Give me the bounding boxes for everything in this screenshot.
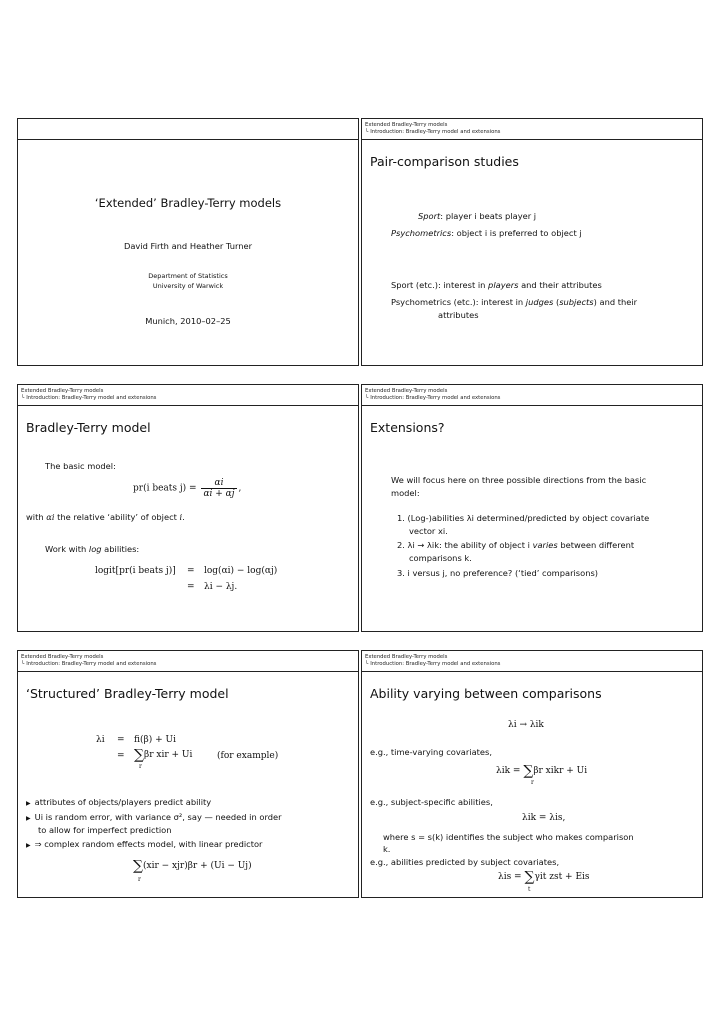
structured-eq-sign2: = <box>117 751 125 761</box>
psychometrics-interest-cont: attributes <box>438 310 479 320</box>
linear-predictor: ∑(xir − xjr)βr + (Ui − Uj) <box>133 858 252 874</box>
department: Department of Statistics <box>148 272 228 280</box>
time-varying-sum-index: r <box>531 779 534 786</box>
alpha-description: with αi the relative ‘ability’ of object i. <box>26 512 185 522</box>
logit-equation-eq1: = <box>187 566 195 576</box>
logit-equation-eq2: = <box>187 582 195 592</box>
linear-predictor-sum-index: r <box>138 876 141 883</box>
extension-item-1-cont: vector xi. <box>409 526 448 536</box>
subject-covariates-eq: λis = ∑γit zst + Eis <box>498 869 590 885</box>
slide-heading: Bradley-Terry model <box>26 420 151 435</box>
intro-line-2: model: <box>391 488 420 498</box>
header-section: └ Introduction: Bradley-Terry model and extensions <box>21 395 156 401</box>
subject-definition-cont: k. <box>383 844 391 854</box>
example-time-varying: e.g., time-varying covariates, <box>370 747 492 757</box>
slide-heading: ‘Structured’ Bradley-Terry model <box>26 686 229 701</box>
example-subject-covariates: e.g., abilities predicted by subject covariates, <box>370 857 560 867</box>
university: University of Warwick <box>152 282 224 290</box>
intro-line-1: We will focus here on three possible directions from the basic <box>391 475 647 485</box>
slide-pair-comparison <box>361 118 703 366</box>
time-varying-eq: λik = ∑βr xikr + Ui <box>496 763 588 779</box>
structured-eq-lhs: λi <box>96 735 105 745</box>
model-equation: pr(i beats j) = $\frac{\alpha i}{\alpha i + \alpha j}$ , <box>133 478 242 499</box>
example-subject-specific: e.g., subject-specific abilities, <box>370 797 493 807</box>
sport-definition: Sport: player i beats player j <box>418 211 537 221</box>
structured-eq-note: (for example) <box>217 751 279 761</box>
slide-extensions <box>361 384 703 632</box>
structured-eq-rhs2: ∑βr xir + Ui <box>134 747 193 763</box>
header-section: └ Introduction: Bradley-Terry model and extensions <box>365 395 500 401</box>
slide-ability-varying <box>361 650 703 898</box>
header-section: └ Introduction: Bradley-Terry model and extensions <box>21 661 156 667</box>
extension-item-2-cont: comparisons k. <box>409 553 472 563</box>
header-title: Extended Bradley-Terry models <box>365 388 448 394</box>
header-title: Extended Bradley-Terry models <box>365 654 448 660</box>
ability-varying-eq: λi → λik <box>508 720 544 730</box>
basic-model-label: The basic model: <box>45 461 116 471</box>
slide-heading: Pair-comparison studies <box>370 154 519 169</box>
logit-equation-rhs1: log(αi) − log(αj) <box>204 566 278 576</box>
slide-structured-bt <box>17 650 359 898</box>
slide-header <box>18 119 358 140</box>
slide-header <box>18 651 358 672</box>
logit-equation-lhs: logit[pr(i beats j)] <box>95 566 176 576</box>
slide-title <box>17 118 359 366</box>
bullet-random-error-cont: to allow for imperfect prediction <box>38 825 172 835</box>
slide-heading: Extensions? <box>370 420 445 435</box>
psychometrics-interest: Psychometrics (etc.): interest in judges (subjects) and their <box>391 297 638 307</box>
bullet-random-effects: ▶ ⇒ complex random effects model, with linear predictor <box>26 839 263 849</box>
header-title: Extended Bradley-Terry models <box>21 388 104 394</box>
logit-equation-rhs2: λi − λj. <box>204 582 238 592</box>
talk-title: ‘Extended’ Bradley-Terry models <box>94 196 282 210</box>
subject-covariates-sum-index: t <box>528 886 531 893</box>
extension-item-3: 3. i versus j, no preference? (‘tied’ comparisons) <box>397 568 599 578</box>
subject-specific-eq: λik = λis, <box>522 813 566 823</box>
subject-definition: where s = s(k) identifies the subject who makes comparison <box>383 832 634 842</box>
structured-eq-sign1: = <box>117 735 125 745</box>
event-date: Munich, 2010–02–25 <box>145 316 231 326</box>
slide-header <box>362 119 702 140</box>
header-section: └ Introduction: Bradley-Terry model and extensions <box>365 129 500 135</box>
slide-heading: Ability varying between comparisons <box>370 686 602 701</box>
header-title: Extended Bradley-Terry models <box>21 654 104 660</box>
authors: David Firth and Heather Turner <box>123 241 253 251</box>
log-abilities-label: Work with log abilities: <box>45 544 140 554</box>
extension-item-2: 2. λi → λik: the ability of object i varies between different <box>397 540 635 550</box>
structured-eq-sum-index: r <box>139 763 142 770</box>
psychometrics-definition: Psychometrics: object i is preferred to object j <box>391 228 582 238</box>
header-section: └ Introduction: Bradley-Terry model and extensions <box>365 661 500 667</box>
structured-eq-rhs1: fi(β) + Ui <box>134 735 176 745</box>
slide-bradley-terry <box>17 384 359 632</box>
slide-header <box>362 385 702 406</box>
bullet-random-error: ▶ Ui is random error, with variance σ², say — needed in order <box>26 812 282 822</box>
header-title: Extended Bradley-Terry models <box>365 122 448 128</box>
bullet-attributes: ▶ attributes of objects/players predict ability <box>26 797 212 807</box>
slide-header <box>18 385 358 406</box>
slide-header <box>362 651 702 672</box>
sport-interest: Sport (etc.): interest in players and their attributes <box>391 280 602 290</box>
extension-item-1: 1. (Log-)abilities λi determined/predicted by object covariate <box>397 513 650 523</box>
